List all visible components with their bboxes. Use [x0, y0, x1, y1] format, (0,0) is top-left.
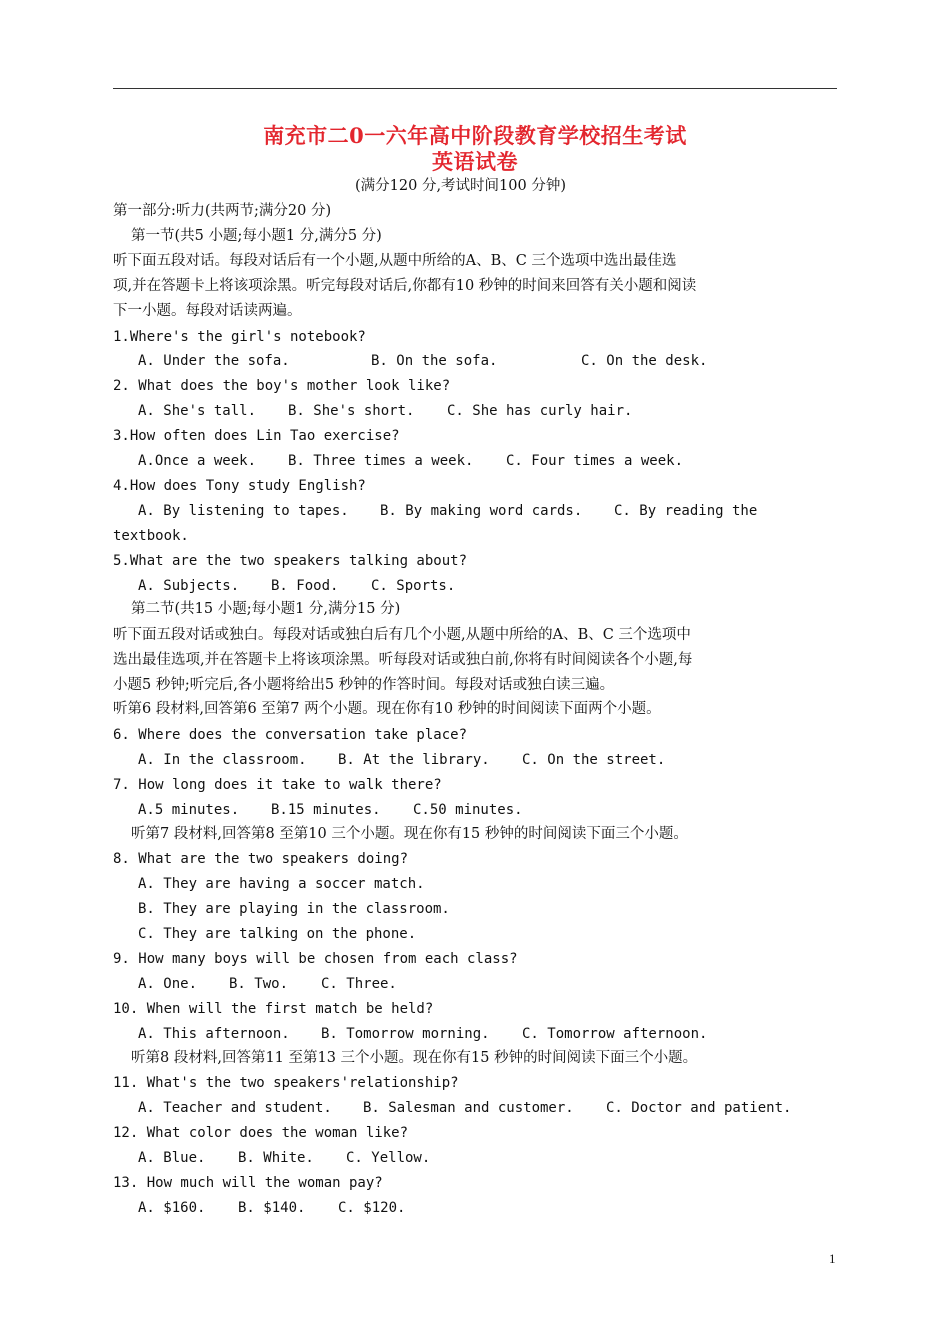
option-c: C. By reading the	[614, 503, 758, 519]
option-a: A.5 minutes.	[138, 802, 240, 818]
section2-instruction-line: 听下面五段对话或独白。每段对话或独白后有几个小题,从题中所给的A、B、C 三个选项中	[113, 627, 691, 643]
section1-instruction-line: 项,并在答题卡上将该项涂黑。听完每段对话后,你都有10 秒钟的时间来回答有关小题和阅读	[113, 278, 697, 294]
question-stem: 8. What are the two speakers doing?	[113, 851, 409, 867]
option-a: A. Blue.	[138, 1150, 206, 1166]
option-c: C. Doctor and patient.	[606, 1100, 792, 1116]
question-stem: 3.How often does Lin Tao exercise?	[113, 428, 400, 444]
option-c: C. Yellow.	[346, 1150, 431, 1166]
exam-title: 南充市二0一六年高中阶段教育学校招生考试	[263, 123, 687, 148]
exam-subtitle: 英语试卷	[432, 149, 518, 174]
page-number: 1	[829, 1251, 836, 1266]
passage-instruction: 听第7 段材料,回答第8 至第10 三个小题。现在你有15 秒钟的时间阅读下面三个小题。	[131, 826, 688, 842]
header-rule	[113, 88, 837, 89]
option-a: A. $160.	[138, 1200, 206, 1216]
section1-heading: 第一节(共5 小题;每小题1 分,满分5 分)	[131, 228, 382, 244]
question-stem: 7. How long does it take to walk there?	[113, 777, 442, 793]
option-a: A. Teacher and student.	[138, 1100, 332, 1116]
question-stem: 4.How does Tony study English?	[113, 478, 366, 494]
section2-instruction-line: 选出最佳选项,并在答题卡上将该项涂黑。听每段对话或独白前,你将有时间阅读各个小题,每	[113, 652, 693, 668]
option-c: C. Sports.	[371, 578, 456, 594]
question-stem: 10. When will the first match be held?	[113, 1001, 434, 1017]
option-c-continued: textbook.	[113, 528, 189, 544]
option-c: C. Three.	[321, 976, 397, 992]
question-stem: 6. Where does the conversation take place?	[113, 727, 468, 743]
option-c: C. They are talking on the phone.	[138, 926, 417, 942]
option-b: B. Food.	[271, 578, 339, 594]
passage-instruction: 听第6 段材料,回答第6 至第7 两个小题。现在你有10 秒钟的时间阅读下面两个小题。	[113, 701, 661, 717]
section2-heading: 第二节(共15 小题;每小题1 分,满分15 分)	[131, 601, 401, 617]
question-stem: 13. How much will the woman pay?	[113, 1175, 383, 1191]
option-c: C. On the street.	[522, 752, 666, 768]
option-b: B.15 minutes.	[271, 802, 381, 818]
question-stem: 11. What's the two speakers'relationship?	[113, 1075, 459, 1091]
exam-note: (满分120 分,考试时间100 分钟)	[355, 178, 566, 194]
option-b: B. $140.	[238, 1200, 306, 1216]
option-b: B. Tomorrow morning.	[321, 1026, 490, 1042]
passage-instruction: 听第8 段材料,回答第11 至第13 三个小题。现在你有15 秒钟的时间阅读下面三个小题。	[131, 1050, 698, 1066]
option-b: B. On the sofa.	[371, 353, 498, 369]
option-b: B. Salesman and customer.	[363, 1100, 574, 1116]
option-c: C. Four times a week.	[506, 453, 684, 469]
option-c: C. On the desk.	[581, 353, 708, 369]
option-c: C.50 minutes.	[413, 802, 523, 818]
option-b: B. White.	[238, 1150, 314, 1166]
option-b: B. She's short.	[288, 403, 415, 419]
option-a: A. By listening to tapes.	[138, 503, 349, 519]
option-a: A. She's tall.	[138, 403, 257, 419]
question-stem: 1.Where's the girl's notebook?	[113, 329, 366, 345]
section1-instruction-line: 下一小题。每段对话读两遍。	[113, 303, 302, 319]
part1-heading: 第一部分:听力(共两节;满分20 分)	[113, 203, 332, 219]
option-b: B. Three times a week.	[288, 453, 474, 469]
option-a: A. Under the sofa.	[138, 353, 290, 369]
question-stem: 5.What are the two speakers talking about?	[113, 553, 468, 569]
section1-instruction-line: 听下面五段对话。每段对话后有一个小题,从题中所给的A、B、C 三个选项中选出最佳选	[113, 253, 677, 269]
option-a: A. Subjects.	[138, 578, 240, 594]
option-a: A. This afternoon.	[138, 1026, 290, 1042]
question-stem: 9. How many boys will be chosen from each class?	[113, 951, 518, 967]
option-a: A. They are having a soccer match.	[138, 876, 425, 892]
section2-instruction-line: 小题5 秒钟;听完后,各小题将给出5 秒钟的作答时间。每段对话或独白读三遍。	[113, 677, 615, 693]
option-b: B. By making word cards.	[380, 503, 583, 519]
option-b: B. Two.	[229, 976, 289, 992]
option-c: C. $120.	[338, 1200, 406, 1216]
option-a: A.Once a week.	[138, 453, 257, 469]
option-c: C. Tomorrow afternoon.	[522, 1026, 708, 1042]
option-b: B. They are playing in the classroom.	[138, 901, 450, 917]
option-b: B. At the library.	[338, 752, 490, 768]
option-a: A. One.	[138, 976, 198, 992]
question-stem: 2. What does the boy's mother look like?	[113, 378, 451, 394]
option-c: C. She has curly hair.	[447, 403, 633, 419]
question-stem: 12. What color does the woman like?	[113, 1125, 409, 1141]
option-a: A. In the classroom.	[138, 752, 307, 768]
